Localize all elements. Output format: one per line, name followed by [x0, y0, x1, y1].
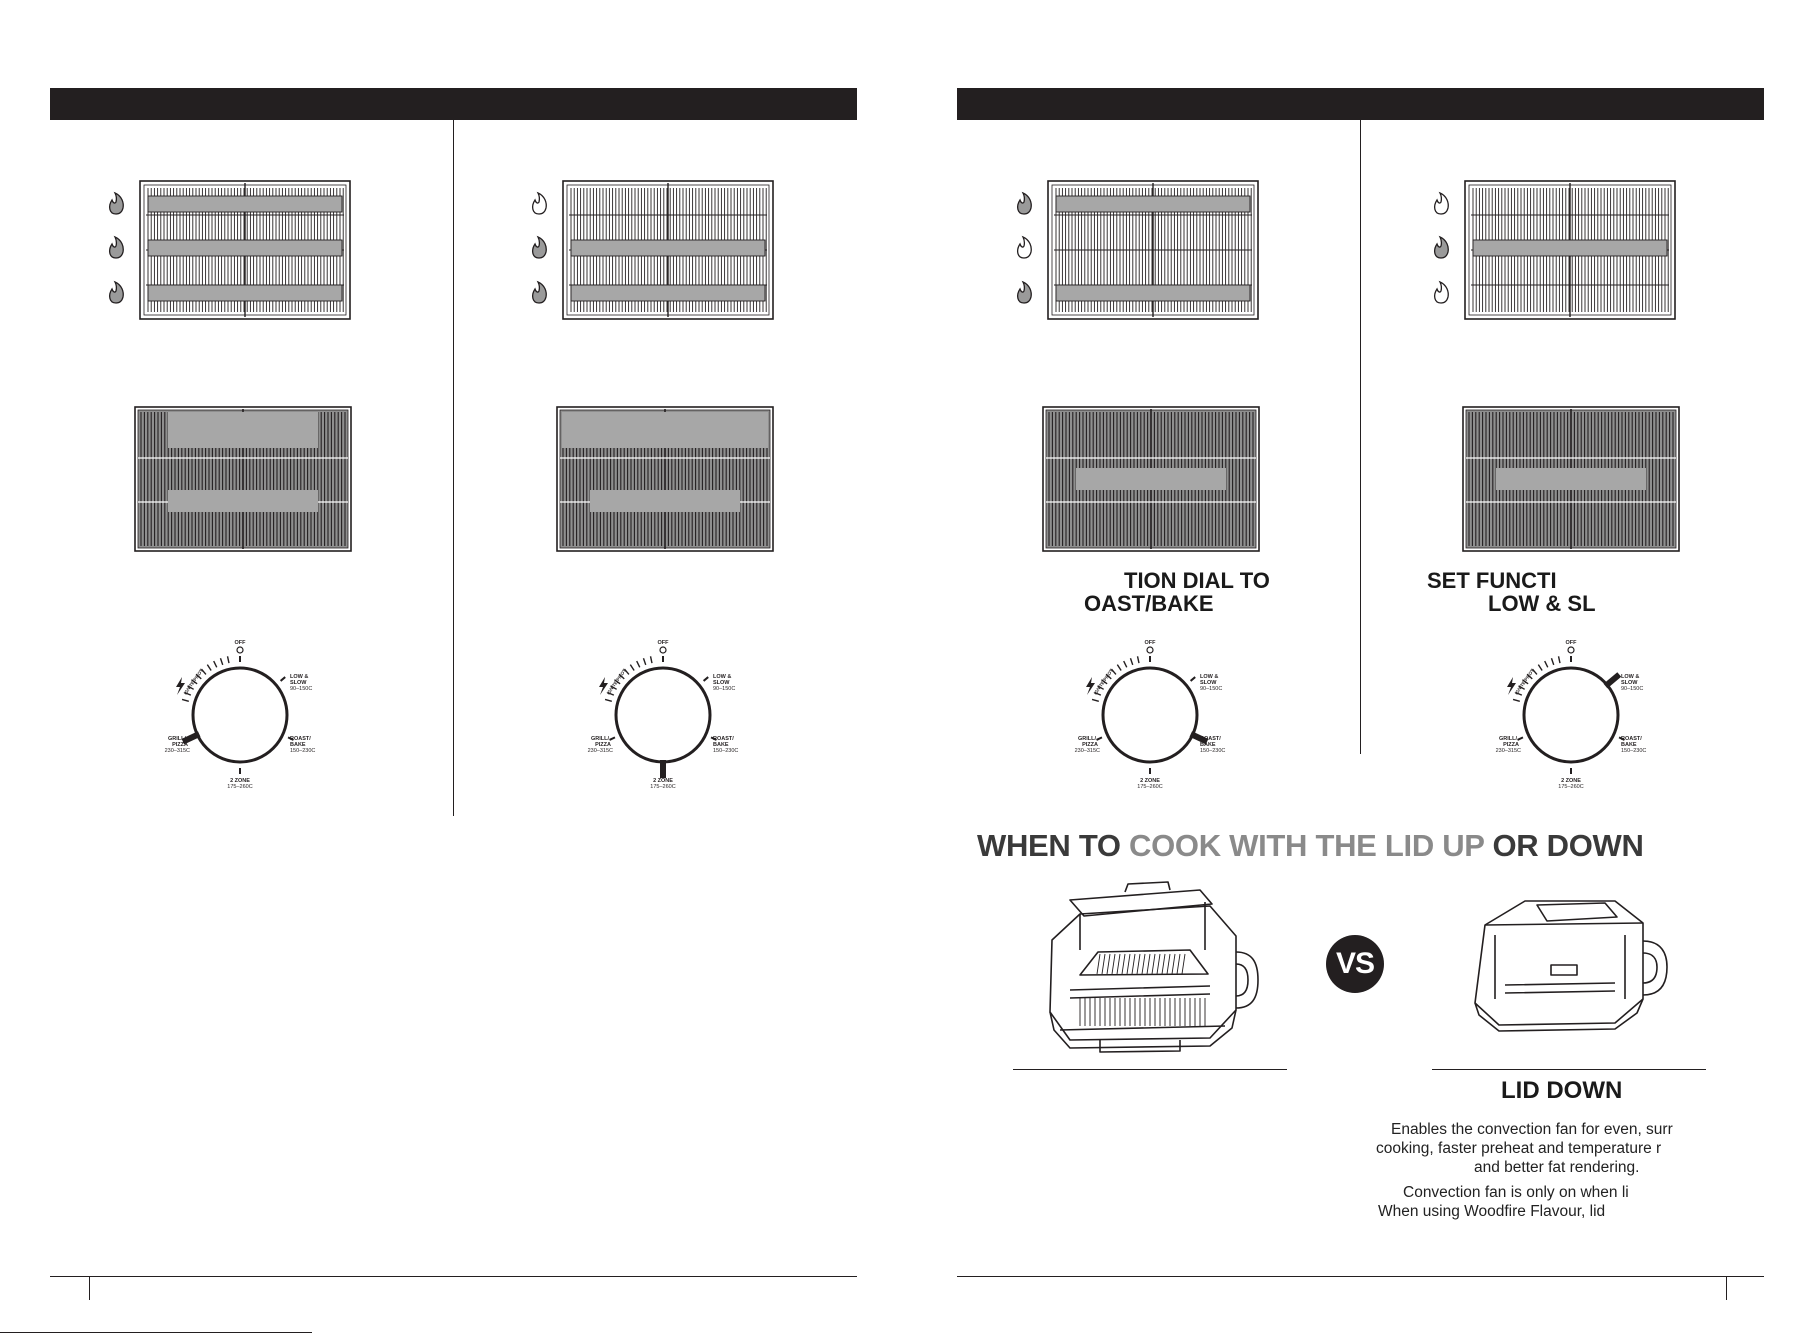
- dial-label-low-slow-1: LOW &: [290, 674, 309, 680]
- burner-bar-2: [1473, 240, 1667, 256]
- grill-grate-1: [134, 406, 352, 552]
- grill-lid-up-illustration: [1040, 880, 1260, 1055]
- dial-label-grill-temp: 230–315C: [587, 748, 613, 754]
- dial-label-roast-2: BAKE: [713, 742, 729, 748]
- grill-grate-2: [556, 406, 774, 552]
- lid-down-text-line-4: Convection fan is only on when li: [1403, 1184, 1629, 1201]
- right-page-footer-tick: [1726, 1276, 1727, 1300]
- grill-lid-down-illustration: [1465, 895, 1670, 1035]
- dial-label-roast-2: BAKE: [290, 742, 306, 748]
- dial-label-two-zone: 2 ZONE: [653, 778, 673, 784]
- lid-down-text-line-1: Enables the convection fan for even, surr: [1391, 1121, 1673, 1138]
- dial-label-low-slow-2: SLOW: [1621, 680, 1638, 686]
- dial-label-low-slow-2: SLOW: [1200, 680, 1217, 686]
- left-page-footer-tick: [89, 1276, 90, 1300]
- dial-label-grill-2: PIZZA: [595, 742, 611, 748]
- flame-icon: [1018, 237, 1032, 258]
- dial-label-low-slow-2: SLOW: [713, 680, 730, 686]
- flame-icon: [1435, 237, 1449, 258]
- burner-bar-2: [148, 240, 342, 256]
- dial-label-grill-1: GRILL/: [590, 736, 609, 742]
- burner-bar-2: [571, 240, 765, 256]
- burner-grate-2: [523, 180, 773, 320]
- dial-label-roast-1: ROAST/: [1200, 736, 1221, 742]
- left-page-column-divider: [453, 120, 454, 816]
- dial-label-low-slow-temp: 90–150C: [713, 686, 736, 692]
- dial-label-roast-1: ROAST/: [713, 736, 734, 742]
- function-dial-4: [1476, 640, 1666, 790]
- flame-icon: [533, 282, 547, 303]
- dial-label-roast-1: ROAST/: [1621, 736, 1642, 742]
- step-4-title-line-2: LOW & SL: [1488, 591, 1596, 616]
- step-3-title-line-1: TION DIAL TO: [1124, 568, 1270, 593]
- dial-label-two-zone: 2 ZONE: [230, 778, 250, 784]
- function-dial-1: [145, 640, 335, 790]
- dial-label-two-zone-temp: 175–260C: [1137, 784, 1163, 790]
- dial-label-ignite: IGNITE PILOT: [1513, 668, 1536, 696]
- lid-down-text-line-5: When using Woodfire Flavour, lid: [1378, 1203, 1606, 1220]
- dial-label-grill-temp: 230–315C: [1074, 748, 1100, 754]
- dial-label-two-zone-temp: 175–260C: [227, 784, 253, 790]
- grill-grate-3: [1042, 406, 1260, 552]
- left-page-header-bar: [50, 88, 857, 120]
- lid-down-title: LID DOWN: [1501, 1077, 1623, 1104]
- dial-label-off: OFF: [1565, 640, 1577, 646]
- dial-label-low-slow-temp: 90–150C: [1200, 686, 1223, 692]
- flame-icon: [110, 237, 124, 258]
- flame-icon: [110, 193, 124, 214]
- flame-icon: [1018, 193, 1032, 214]
- heat-zone: [1496, 468, 1646, 490]
- dial-label-two-zone: 2 ZONE: [1140, 778, 1160, 784]
- dial-label-ignite: IGNITE PILOT: [1092, 668, 1115, 696]
- dial-label-ignite: IGNITE PILOT: [605, 668, 628, 696]
- heat-zone: [562, 412, 768, 448]
- burner-grate-1: [100, 180, 350, 320]
- lid-down-text-line-3: and better fat rendering.: [1474, 1159, 1640, 1176]
- lid-down-title-rule: [1432, 1069, 1706, 1070]
- function-dial-3: [1055, 640, 1245, 790]
- lid-down-text-line-2: cooking, faster preheat and temperature r: [1376, 1140, 1662, 1157]
- dial-label-two-zone: 2 ZONE: [1561, 778, 1581, 784]
- right-page-footer-rule: [957, 1276, 1764, 1277]
- step-4-title-line-1: SET FUNCTI: [1427, 568, 1557, 593]
- dial-label-grill-1: GRILL/: [1077, 736, 1096, 742]
- dial-label-roast-2: BAKE: [1200, 742, 1216, 748]
- burner-grate-3: [1008, 180, 1258, 320]
- dial-label-low-slow-2: SLOW: [290, 680, 307, 686]
- dial-label-grill-2: PIZZA: [1503, 742, 1519, 748]
- dial-label-two-zone-temp: 175–260C: [1558, 784, 1584, 790]
- burner-bar-1: [1056, 196, 1250, 212]
- flame-icon: [533, 193, 547, 214]
- heat-zone: [590, 490, 740, 512]
- lid-up-title-rule: [1013, 1069, 1287, 1070]
- dial-label-grill-2: PIZZA: [1082, 742, 1098, 748]
- dial-label-grill-temp: 230–315C: [164, 748, 190, 754]
- step-3-title-line-2: OAST/BAKE: [1084, 591, 1214, 616]
- function-dial-2: [568, 640, 758, 790]
- dial-label-low-slow-temp: 90–150C: [1621, 686, 1644, 692]
- dial-label-roast-temp: 150–230C: [1621, 748, 1647, 754]
- heading-part-1: WHEN TO: [977, 828, 1130, 863]
- dial-label-two-zone-temp: 175–260C: [650, 784, 676, 790]
- burner-bar-3: [1056, 285, 1250, 301]
- burner-grate-4: [1425, 180, 1675, 320]
- right-page-header-bar: [957, 88, 1764, 120]
- heat-zone: [168, 412, 318, 448]
- dial-label-off: OFF: [657, 640, 669, 646]
- dial-label-grill-1: GRILL/: [1498, 736, 1517, 742]
- dial-label-grill-2: PIZZA: [172, 742, 188, 748]
- dial-pointer: [1605, 675, 1619, 687]
- burner-bar-1: [148, 196, 342, 212]
- dial-label-low-slow-temp: 90–150C: [290, 686, 313, 692]
- dial-label-off: OFF: [1144, 640, 1156, 646]
- dial-label-roast-temp: 150–230C: [1200, 748, 1226, 754]
- dial-label-roast-temp: 150–230C: [290, 748, 316, 754]
- vs-badge: VS: [1326, 935, 1384, 993]
- flame-icon: [1018, 282, 1032, 303]
- dial-label-low-slow-1: LOW &: [1621, 674, 1640, 680]
- flame-icon: [1435, 193, 1449, 214]
- dial-label-low-slow-1: LOW &: [713, 674, 732, 680]
- dial-label-grill-1: GRILL/: [167, 736, 186, 742]
- left-page-footer-rule: [50, 1276, 857, 1277]
- dial-label-roast-2: BAKE: [1621, 742, 1637, 748]
- burner-bar-3: [571, 285, 765, 301]
- heading-part-2: COOK WITH THE LID UP: [1129, 828, 1485, 863]
- flame-icon: [110, 282, 124, 303]
- grill-grate-4: [1462, 406, 1680, 552]
- right-page-column-divider: [1360, 120, 1361, 754]
- flame-icon: [533, 237, 547, 258]
- lid-section-heading: [977, 828, 1644, 864]
- dial-label-grill-temp: 230–315C: [1495, 748, 1521, 754]
- dial-label-roast-temp: 150–230C: [713, 748, 739, 754]
- dial-label-low-slow-1: LOW &: [1200, 674, 1219, 680]
- heat-zone: [168, 490, 318, 512]
- dial-label-roast-1: ROAST/: [290, 736, 311, 742]
- heat-zone: [1076, 468, 1226, 490]
- burner-bar-3: [148, 285, 342, 301]
- dial-label-ignite: IGNITE PILOT: [182, 668, 205, 696]
- dial-label-off: OFF: [234, 640, 246, 646]
- flame-icon: [1435, 282, 1449, 303]
- heading-part-3: OR DOWN: [1484, 828, 1644, 863]
